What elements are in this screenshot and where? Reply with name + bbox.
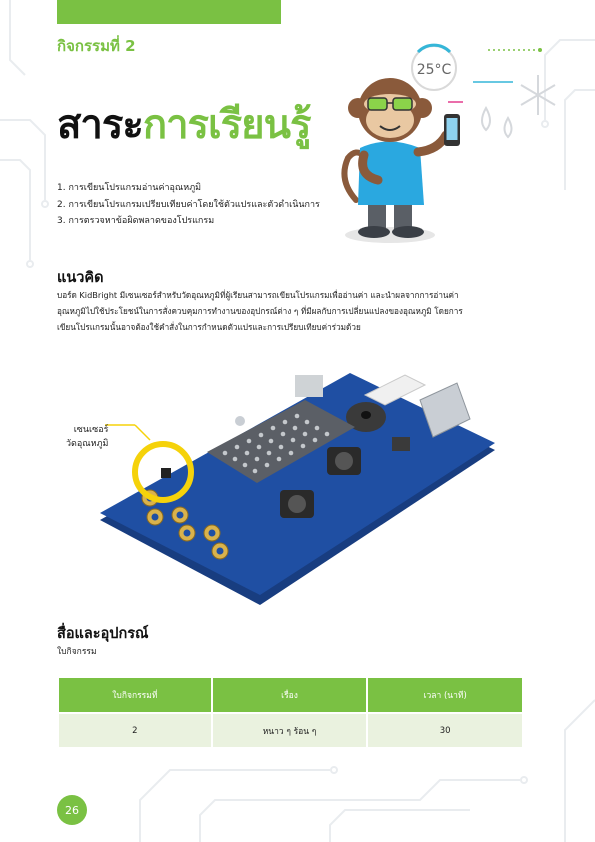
materials-table [57, 678, 524, 747]
objective-item: 3. การตรวจหาข้อผิดพลาดของโปรแกรม [57, 216, 215, 226]
objective-item: 1. การเขียนโปรแกรมอ่านค่าอุณหภูมิ [57, 183, 202, 193]
sensor-label-line: เซนเซอร์ [73, 425, 109, 435]
title-part2: การเรียนรู้ [142, 102, 311, 148]
concept-line: อุณหภูมิไปใช้ประโยชน์ในการสั่งควบคุมการทำงานของอุปกรณ์ต่าง ๆ ที่มีผลกับการเปลี่ยนแปลงของอุณหภูมิ โดยการ [57, 305, 463, 316]
kidbright-board-illustration [95, 355, 515, 610]
droplet-icon [482, 108, 490, 130]
concept-paragraph [57, 288, 529, 335]
monkey-mascot-illustration [338, 30, 588, 255]
table-cell: 2 [59, 714, 211, 747]
sensor-callout-label [66, 423, 108, 451]
table-header-cell: ใบกิจกรรมที่ [59, 678, 211, 712]
thermometer-dial-icon [412, 45, 456, 90]
materials-subheading: ใบกิจกรรม [57, 647, 97, 657]
table-cell: หนาว ๆ ร้อน ๆ [213, 714, 367, 747]
concept-line: บอร์ด KidBright มีเซนเซอร์สำหรับวัดอุณหภูมิที่ผู้เรียนสามารถเขียนโปรแกรมเพื่ออ่านค่า และนำผลจากการอ่านค่า [57, 290, 459, 300]
objectives-list [57, 180, 320, 230]
table-header-cell: เวลา (นาที) [368, 678, 522, 712]
droplet-icon [505, 118, 512, 137]
concept-heading: แนวคิด [57, 270, 104, 286]
table-row [59, 714, 522, 747]
table-header-cell: เรื่อง [213, 678, 367, 712]
activity-label: กิจกรรมที่ 2 [57, 37, 136, 55]
sensor-label-line: วัดอุณหภูมิ [66, 439, 109, 449]
page-title [57, 92, 310, 156]
snowflake-icon [521, 75, 555, 115]
temperature-text: 25°C [416, 62, 452, 78]
materials-heading: สื่อและอุปกรณ์ [57, 626, 149, 642]
objective-item: 2. การเขียนโปรแกรมเปรียบเทียบค่าโดยใช้ตัวแปรและตัวดำเนินการ [57, 199, 320, 210]
page-number-badge: 26 [57, 795, 87, 825]
title-part1: สาระ [57, 102, 143, 148]
concept-line: เขียนโปรแกรมนั้นอาจต้องใช้คำสั่งในการกำหนดตัวแปรและการเปรียบเทียบค่าร่วมด้วย [57, 321, 361, 332]
table-cell: 30 [368, 714, 522, 747]
table-header-row [59, 678, 522, 712]
header-accent-bar [57, 0, 281, 24]
